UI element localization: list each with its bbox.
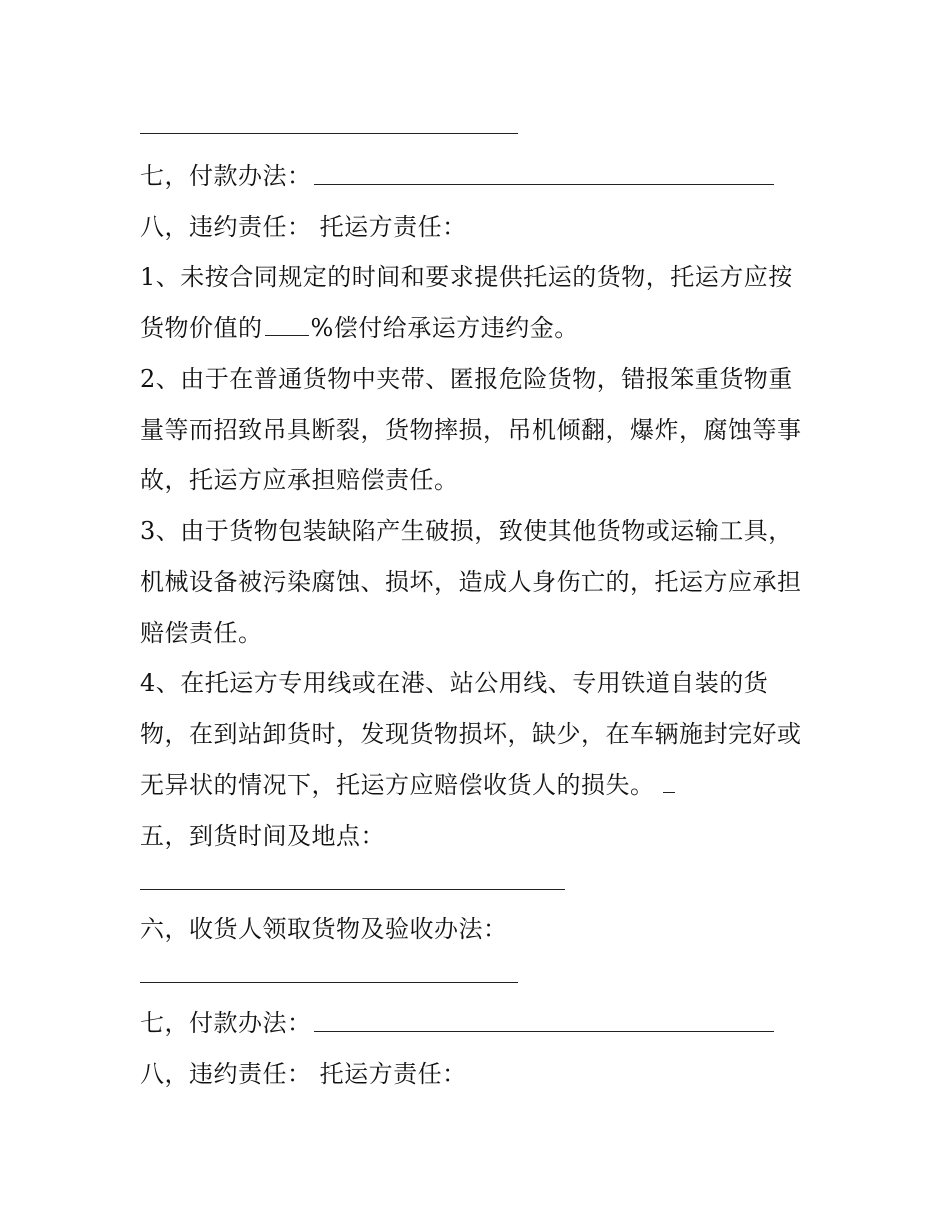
clause-text: 七，付款办法： xyxy=(140,1009,312,1037)
payment-method-blank-repeat xyxy=(314,1031,774,1032)
paragraph-text: 4、在托运方专用线或在港、站公用线、专用铁道自装的货 xyxy=(140,669,769,697)
paragraph-line xyxy=(140,262,793,292)
clause-text: 六，收货人领取货物及验收办法： xyxy=(140,915,508,943)
paragraph-line xyxy=(140,364,793,394)
clause-payment-method-repeat xyxy=(140,1008,312,1038)
paragraph-line xyxy=(140,668,768,698)
paragraph-text: 货物价值的 xyxy=(140,314,263,342)
percentage-blank xyxy=(265,313,309,336)
clause-payment-method xyxy=(140,161,312,191)
paragraph-text: 1、未按合同规定的时间和要求提供托运的货物，托运方应按 xyxy=(140,263,793,291)
paragraph-line xyxy=(140,618,263,648)
paragraph-text: %偿付给承运方违约金。 xyxy=(310,314,579,342)
paragraph-line xyxy=(140,465,459,495)
clause-breach-liability-repeat xyxy=(140,1059,467,1089)
paragraph-text: 物，在到站卸货时，发现货物损坏，缺少，在车辆施封完好或 xyxy=(140,720,802,748)
paragraph-text: 机械设备被污染腐蚀、损坏，造成人身伤亡的，托运方应承担 xyxy=(140,568,802,596)
paragraph-line xyxy=(140,770,675,800)
clause-text: 八，违约责任： 托运方责任： xyxy=(140,1060,467,1088)
paragraph-line xyxy=(140,313,579,343)
clause-text: 五，到货时间及地点： xyxy=(140,822,385,850)
clause-breach-liability xyxy=(140,212,467,242)
clause-delivery-time-place xyxy=(140,821,385,851)
paragraph-text: 故，托运方应承担赔偿责任。 xyxy=(140,466,459,494)
paragraph-line xyxy=(140,415,802,445)
clause-receipt-inspection xyxy=(140,914,508,944)
payment-method-blank xyxy=(314,184,774,185)
paragraph-line xyxy=(140,516,793,546)
paragraph-text: 3、由于货物包装缺陷产生破损，致使其他货物或运输工具， xyxy=(140,517,793,545)
clause-text: 七，付款办法： xyxy=(140,162,312,190)
delivery-time-place-blank xyxy=(140,889,565,890)
paragraph-text: 2、由于在普通货物中夹带、匿报危险货物，错报笨重货物重 xyxy=(140,365,793,393)
paragraph-line xyxy=(140,719,802,749)
blank-line-continuation xyxy=(140,133,518,134)
paragraph-text: 赔偿责任。 xyxy=(140,619,263,647)
receipt-inspection-blank xyxy=(140,982,518,983)
paragraph-text: 量等而招致吊具断裂，货物摔损，吊机倾翻，爆炸，腐蚀等事 xyxy=(140,416,802,444)
paragraph-line xyxy=(140,567,802,597)
paragraph-text: 无异状的情况下，托运方应赔偿收货人的损失。 xyxy=(140,771,655,799)
trailing-blank xyxy=(663,770,675,793)
clause-text: 八，违约责任： 托运方责任： xyxy=(140,213,467,241)
